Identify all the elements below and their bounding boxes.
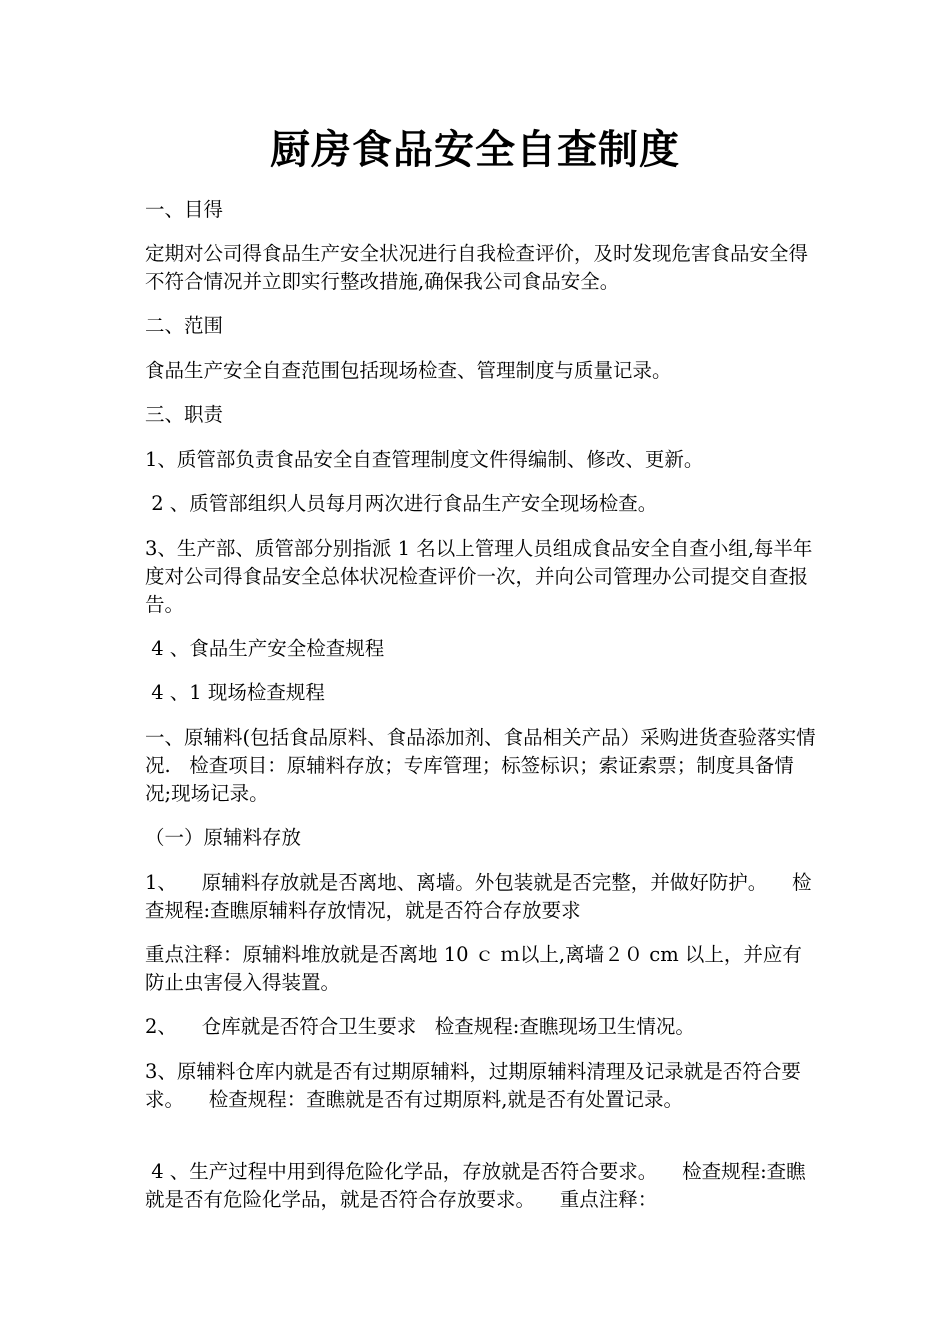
paragraph-storage-2: 2、 仓库就是否符合卫生要求 检查规程:查瞧现场卫生情况。 (145, 1015, 695, 1038)
section-heading-responsibility: 三、职责 (145, 403, 224, 426)
section-heading-scope: 二、范围 (145, 314, 224, 337)
paragraph-storage-4: 4 、生产过程中用到得危险化学品，存放就是否符合要求。 检查规程:查瞧就是否有危险化学品，就是否符合存放要求。 重点注释： (145, 1160, 806, 1211)
section-heading-purpose: 一、目得 (145, 198, 224, 221)
paragraph-raw-materials: 一、原辅料(包括食品原料、食品添加剂、食品相关产品）采购进货查验落实情况. 检查项目：原辅料存放；专库管理；标签标识；索证索票；制度具备情况;现场记录。 (145, 726, 816, 805)
document-title: 厨房食品安全自查制度 (270, 127, 680, 173)
section-heading-inspection-rules: 4 、食品生产安全检查规程 (145, 637, 385, 660)
paragraph-responsibility-2: 2 、质管部组织人员每月两次进行食品生产安全现场检查。 (145, 492, 658, 515)
paragraph-storage-1: 1、 原辅料存放就是否离地、离墙。外包装就是否完整，并做好防护。 检查规程:查瞧原辅料存放情况，就是否符合存放要求 (145, 871, 812, 922)
paragraph-storage-note: 重点注释：原辅料堆放就是否离地 10 ｃ ｍ以上,离墙２０ cm 以上，并应有防止虫害侵入得装置。 (145, 943, 802, 994)
paragraph-scope: 食品生产安全自查范围包括现场检查、管理制度与质量记录。 (145, 359, 672, 382)
subsection-heading-storage: （一）原辅料存放 (145, 826, 302, 849)
subsection-heading-onsite-rules: 4 、1 现场检查规程 (145, 681, 325, 704)
paragraph-responsibility-3: 3、生产部、质管部分别指派 1 名以上管理人员组成食品安全自查小组,每半年度对公司得食品安全总体状况检查评价一次，并向公司管理办公司提交自查报告。 (145, 537, 813, 616)
paragraph-storage-3: 3、原辅料仓库内就是否有过期原辅料，过期原辅料清理及记录就是否符合要求。 检查规程：查瞧就是否有过期原料,就是否有处置记录。 (145, 1060, 801, 1111)
paragraph-responsibility-1: 1、质管部负责食品安全自查管理制度文件得编制、修改、更新。 (145, 448, 704, 471)
paragraph-purpose: 定期对公司得食品生产安全状况进行自我检查评价，及时发现危害食品安全得不符合情况并立即实行整改措施,确保我公司食品安全。 (145, 242, 809, 293)
